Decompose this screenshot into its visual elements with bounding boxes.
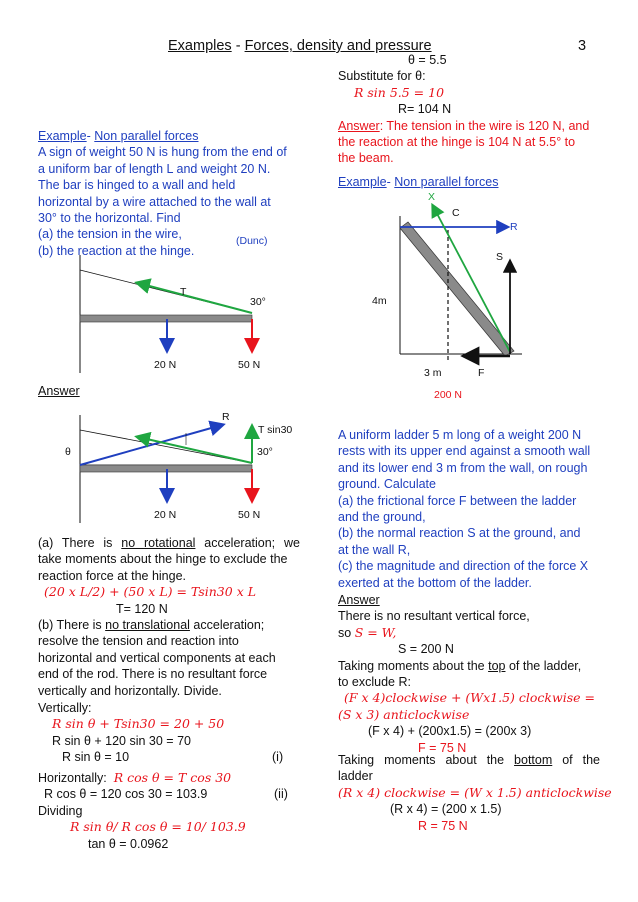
example2-text	[338, 427, 590, 591]
equation-moments-bottom: (R x 4) clockwise = (W x 1.5) anticlockwise	[338, 784, 612, 800]
equation-divide: R sin θ/ R cos θ = 10/ 103.9	[70, 819, 246, 835]
example2-line: ground. Calculate	[338, 477, 436, 492]
text-line: vertically and horizontally. Divide.	[38, 683, 222, 698]
c-label: C	[452, 207, 460, 219]
text-span: acceleration; we	[195, 536, 300, 550]
answer-label: Answer	[338, 118, 380, 133]
text-line: (R x 4) = (200 x 1.5)	[390, 802, 502, 817]
weight-label: 200 N	[434, 389, 463, 401]
text-line: resolve the tension and reaction into	[38, 634, 239, 649]
hinged-bar-figure	[72, 255, 292, 375]
equation-substitute: R sin 5.5 = 10	[354, 84, 445, 100]
example1-label: Example	[38, 129, 87, 143]
text-line: to exclude R:	[338, 675, 411, 690]
theta-label: θ	[65, 446, 71, 458]
example2-solution-2	[338, 752, 612, 834]
text-span: of the ladder,	[505, 658, 582, 673]
text-line: end of the rod. There is no resultant force	[38, 667, 268, 682]
example1-line: horizontal by a wire attached to the wall at	[38, 194, 271, 209]
text-span: Taking moments about the	[338, 753, 515, 767]
weight-label-bar: 20 N	[154, 359, 177, 371]
text-line: R sin θ + 120 sin 30 = 70	[52, 733, 191, 748]
tension-arrow	[138, 283, 252, 313]
answer-label-1: Answer	[38, 384, 80, 398]
angle-label: 30°	[250, 296, 266, 308]
horizontal-label: Horizontally:	[38, 771, 107, 785]
force-components-figure	[60, 405, 310, 525]
x-label: X	[428, 191, 436, 203]
equation-tag: (i)	[272, 750, 284, 765]
weight-label-bar: 20 N	[154, 509, 177, 521]
ladder	[400, 222, 514, 356]
text-line: take moments about the hinge to exclude the	[38, 552, 288, 567]
equation-s-w: S = W,	[354, 624, 397, 640]
right-top-block	[338, 52, 600, 167]
dividing-label: Dividing	[38, 803, 83, 818]
answer-label-2: Answer	[338, 593, 380, 607]
tsin-label: T sin30	[258, 424, 293, 436]
example2-topic: Non parallel forces	[394, 175, 499, 189]
text-line: ladder	[338, 769, 373, 784]
text-line: R sin θ = 10	[62, 750, 130, 765]
title-sep: -	[231, 38, 245, 54]
example2-line: and the ground,	[338, 510, 426, 525]
weight-label-sign: 50 N	[238, 359, 261, 371]
example2-dash: -	[386, 175, 395, 189]
text-line: horizontal and vertical components at each	[38, 650, 276, 665]
example2-line: at the wall R,	[338, 542, 411, 557]
example1-dash: -	[86, 129, 95, 143]
example2-line: exerted at the bottom of the ladder.	[338, 575, 532, 590]
page-number: 3	[578, 38, 587, 54]
equation-vertical: R sin θ + Tsin30 = 20 + 50	[52, 716, 225, 732]
text-span: bottom	[514, 753, 553, 767]
text-span: no rotational	[121, 536, 196, 550]
tension-result: T= 120 N	[116, 601, 168, 616]
vertical-label: Vertically:	[38, 701, 92, 715]
tension-arrow	[138, 437, 252, 463]
text-span: (a) There is	[38, 536, 122, 550]
title-topic: Forces, density and pressure	[244, 38, 432, 54]
text-span: : The tension in the wire is 120 N, and	[379, 118, 590, 133]
ladder-figure	[362, 186, 542, 406]
f-label: F	[478, 367, 485, 379]
equation-moments-top: (F x 4)clockwise + (Wx1.5) clockwise =	[344, 690, 595, 706]
tan-result: tan θ = 0.0962	[88, 836, 169, 851]
example1-line: A sign of weight 50 N is hung from the end of	[38, 145, 287, 160]
t-label: T	[180, 286, 187, 298]
text-line: Substitute for θ:	[338, 69, 426, 84]
example2-line: (a) the frictional force F between the ladder	[338, 493, 577, 508]
reaction-result: R= 104 N	[398, 102, 452, 117]
example1-topic: Non parallel forces	[94, 129, 199, 143]
source-note: (Dunc)	[236, 235, 268, 247]
equation-horizontal: R cos θ = T cos 30	[113, 770, 232, 785]
text-span: top	[488, 658, 506, 673]
r-result: R = 75 N	[418, 818, 468, 833]
f-result: F = 75 N	[418, 740, 467, 755]
text-line: (F x 4) + (200x1.5) = (200x 3)	[368, 724, 532, 739]
example1-line: (a) the tension in the wire,	[38, 227, 182, 242]
base-label: 3 m	[424, 367, 442, 379]
answer-line: the beam.	[338, 151, 394, 166]
example2-line: (c) the magnitude and direction of the force X	[338, 559, 589, 574]
example2-line: A uniform ladder 5 m long of a weight 200 N	[338, 428, 582, 442]
text-span: of the	[552, 753, 600, 767]
example2-line: (b) the normal reaction S at the ground, and	[338, 526, 581, 541]
equation-moments-top-rhs: (S x 3) anticlockwise	[338, 706, 470, 722]
text-span: no translational	[105, 618, 190, 633]
vertical-block	[38, 700, 300, 766]
text-span: so	[338, 625, 355, 640]
solution-block	[38, 535, 300, 699]
reaction-arrow	[80, 425, 222, 465]
equation-moments: (20 x L/2) + (50 x L) = Tsin30 x L	[44, 584, 257, 600]
text-span: acceleration;	[189, 618, 265, 633]
s-result: S = 200 N	[398, 642, 454, 657]
example1-line: a uniform bar of length L and weight 20 N.	[38, 161, 271, 176]
horizontal-block	[38, 770, 300, 852]
s-label: S	[496, 251, 504, 263]
weight-label-sign: 50 N	[238, 509, 261, 521]
text-span: Taking moments about the	[338, 658, 489, 673]
example1-line: 30° to the horizontal. Find	[38, 211, 181, 226]
example2-line: rests with its upper end against a smooth wall	[338, 444, 591, 459]
theta-value: θ = 5.5	[408, 53, 447, 67]
r-label: R	[510, 221, 518, 233]
text-line: reaction force at the hinge.	[38, 568, 187, 583]
r-label: R	[222, 411, 230, 423]
example2-line: and its lower end 3 m from the wall, on rough	[338, 460, 588, 475]
text-span: (b) There is	[38, 618, 106, 633]
text-line: R cos θ = 120 cos 30 = 103.9	[44, 787, 208, 802]
text-line: There is no resultant vertical force,	[338, 609, 530, 624]
angle-label: 30°	[257, 446, 273, 458]
equation-tag: (ii)	[274, 787, 288, 802]
height-label: 4m	[372, 295, 387, 307]
answer-line: the reaction at the hinge is 104 N at 5.5° to	[338, 135, 576, 150]
example1-line: (b) the reaction at the hinge.	[38, 243, 195, 258]
example2-solution	[338, 592, 600, 756]
title-examples: Examples	[168, 38, 232, 54]
example1-line: The bar is hinged to a wall and held	[38, 178, 236, 193]
example2-label: Example	[338, 175, 387, 189]
